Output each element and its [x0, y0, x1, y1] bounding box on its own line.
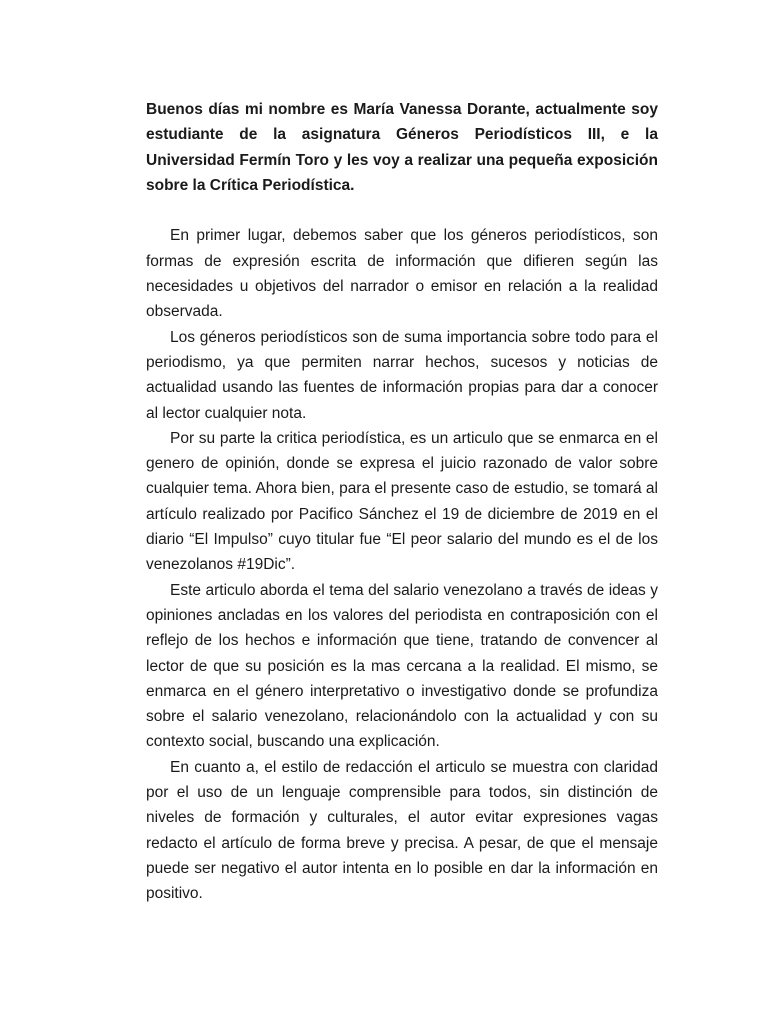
body-paragraph-5: En cuanto a, el estilo de redacción el articulo se muestra con claridad por el uso de un lenguaje comprensible para todos, sin distinción de niveles de formación y culturales, el autor evitar expresiones vagas redacto el artículo de forma breve y precisa. A pesar, de que el mensaje puede ser negativo el autor intenta en lo posible en dar la información en positivo.	[146, 758, 658, 903]
body-paragraph-3: Por su parte la critica periodística, es un articulo que se enmarca en el genero de opinión, donde se expresa el juicio razonado de valor sobre cualquier tema. Ahora bien, para el presente caso de estudio, se tomará al artículo realizado por Pacifico Sánchez el 19 de diciembre de 2019 en el diario “El Impulso” cuyo titular fue “El peor salario del mundo es el de los venezolanos #19Dic”.	[146, 429, 658, 574]
body-paragraph-4: Este articulo aborda el tema del salario venezolano a través de ideas y opiniones ancladas en los valores del periodista en contraposición con el reflejo de los hechos e información que tiene, tratando de convencer al lector de que su posición es la mas cercana a la realidad. El mismo, se enmarca en el género interpretativo o investigativo donde se profundiza sobre el salario venezolano, relacionándolo con la actualidad y con su contexto social, buscando una explicación.	[146, 581, 658, 751]
intro-paragraph: Buenos días mi nombre es María Vanessa Dorante, actualmente soy estudiante de la asignatura Géneros Periodísticos III, e la Universidad Fermín Toro y les voy a realizar una pequeña exposición sobre la Crítica Periodística.	[146, 101, 658, 194]
body-paragraph-1: En primer lugar, debemos saber que los géneros periodísticos, son formas de expresión escrita de información que difieren según las necesidades u objetivos del narrador o emisor en relación a la realidad observada.	[146, 227, 658, 321]
paragraph-spacer	[146, 198, 658, 223]
document-page	[146, 97, 658, 907]
body-paragraph-2: Los géneros periodísticos son de suma importancia sobre todo para el periodismo, ya que permiten narrar hechos, sucesos y noticias de actualidad usando las fuentes de información propias para dar a conocer al lector cualquier nota.	[146, 328, 658, 422]
